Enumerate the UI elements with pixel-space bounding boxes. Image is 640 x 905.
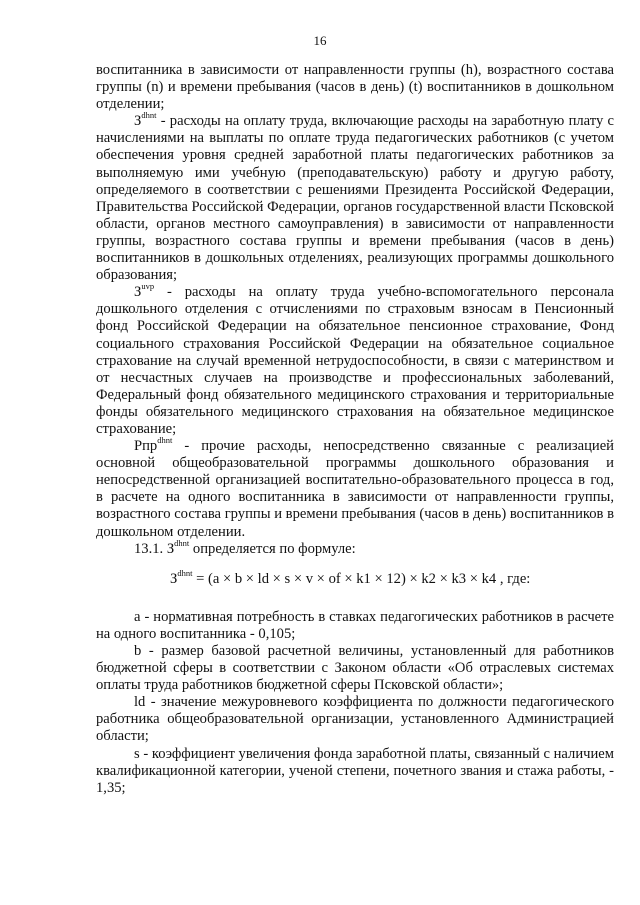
paragraph-text: - прочие расходы, непосредственно связанные с реализацией основной общеобразовательной программы дошкольного образования и непосредственной организацией воспитательно-образовательного процесса в год, в расчете на одного воспитанника в зависимости от направленности группы, возрастного состава группы и времени пребывания (часов в день) воспитанников в дошкольном отделении. [96, 438, 614, 540]
definition-b [96, 643, 614, 694]
formula [96, 567, 614, 588]
definition-s [96, 746, 614, 797]
formula-expression: = (a × b × ld × s × v × of × k1 × 12) × k2 × k3 × k4 , где: [192, 570, 531, 587]
symbol: З [134, 284, 142, 301]
definition-a [96, 609, 614, 643]
page-number: 16 [313, 33, 327, 48]
document-body [96, 62, 614, 797]
paragraph-text: - расходы на оплату труда учебно-вспомогательного персонала дошкольного отделения с отчислениями по страховым взносам в Пенсионный фонд Российской Федерации на обязательное пенсионное страхование, Фонд социального страхования Российской Федерации на обязательное социальное страхование на случай временной нетрудоспособности, в связи с материнством и от несчастных случаев на производстве и профессиональных заболеваний, Федеральный фонд обязательного медицинского страхования и территориальные фонды обязательного медицинского страхования на обязательное медицинское страхование; [96, 284, 614, 437]
symbol-superscript: uvp [141, 281, 155, 292]
symbol-superscript: dhnt [141, 110, 157, 121]
paragraph-labor-costs [96, 110, 614, 284]
paragraph-text: ld - значение межуровневого коэффициента по должности педагогического работника общеобразовательной организации, установленного Администрацией области; [96, 694, 614, 745]
paragraph-continuation [96, 62, 614, 113]
symbol: Рпр [134, 438, 158, 455]
paragraph-text: - расходы на оплату труда, включающие расходы на заработную плату с начислениями на выплаты по оплате труда педагогических работников (с учетом обеспечения уровня средней заработной платы педагогических работников за выполняемую ими учебную (преподавательскую) работу и другую работу, определяемого в соответствии с решениями Президента Российской Федерации, Правительства Российской Федерации, органов государственной власти Псковской области, органов местного самоуправления) в зависимости от направленности группы, возрастного состава группы и времени пребывания (часов в день) воспитанников в дошкольных отделениях, реализующих программы дошкольного образования; [96, 113, 614, 284]
formula-symbol: З [170, 570, 178, 587]
symbol-superscript: dhnt [174, 537, 190, 548]
clause-prefix: 13.1. З [134, 540, 175, 557]
symbol-superscript: dhnt [157, 435, 173, 446]
paragraph-text: b - размер базовой расчетной величины, установленный для работников бюджетной сферы в соответствии с Законом области «Об отраслевых системах оплаты труда работников бюджетной сферы Псковской области»; [96, 643, 614, 694]
formula-superscript: dhnt [177, 567, 193, 578]
definition-ld [96, 694, 614, 745]
paragraph-text: определяется по формуле: [189, 540, 356, 557]
paragraph-text: а - нормативная потребность в ставках педагогических работников в расчете на одного воспитанника - 0,105; [96, 608, 614, 642]
paragraph-text: воспитанника в зависимости от направленности группы (h), возрастного состава группы (n) и времени пребывания (часов в день) (t) воспитанников в дошкольном отделении; [96, 62, 614, 113]
symbol: З [134, 113, 142, 130]
paragraph-support-staff-costs [96, 281, 614, 438]
paragraph-13-1 [96, 537, 614, 558]
paragraph-text: s - коэффициент увеличения фонда заработной платы, связанный с наличием квалификационной категории, ученой степени, почетного звания и стажа работы, - 1,35; [96, 745, 614, 796]
paragraph-other-costs [96, 435, 614, 541]
